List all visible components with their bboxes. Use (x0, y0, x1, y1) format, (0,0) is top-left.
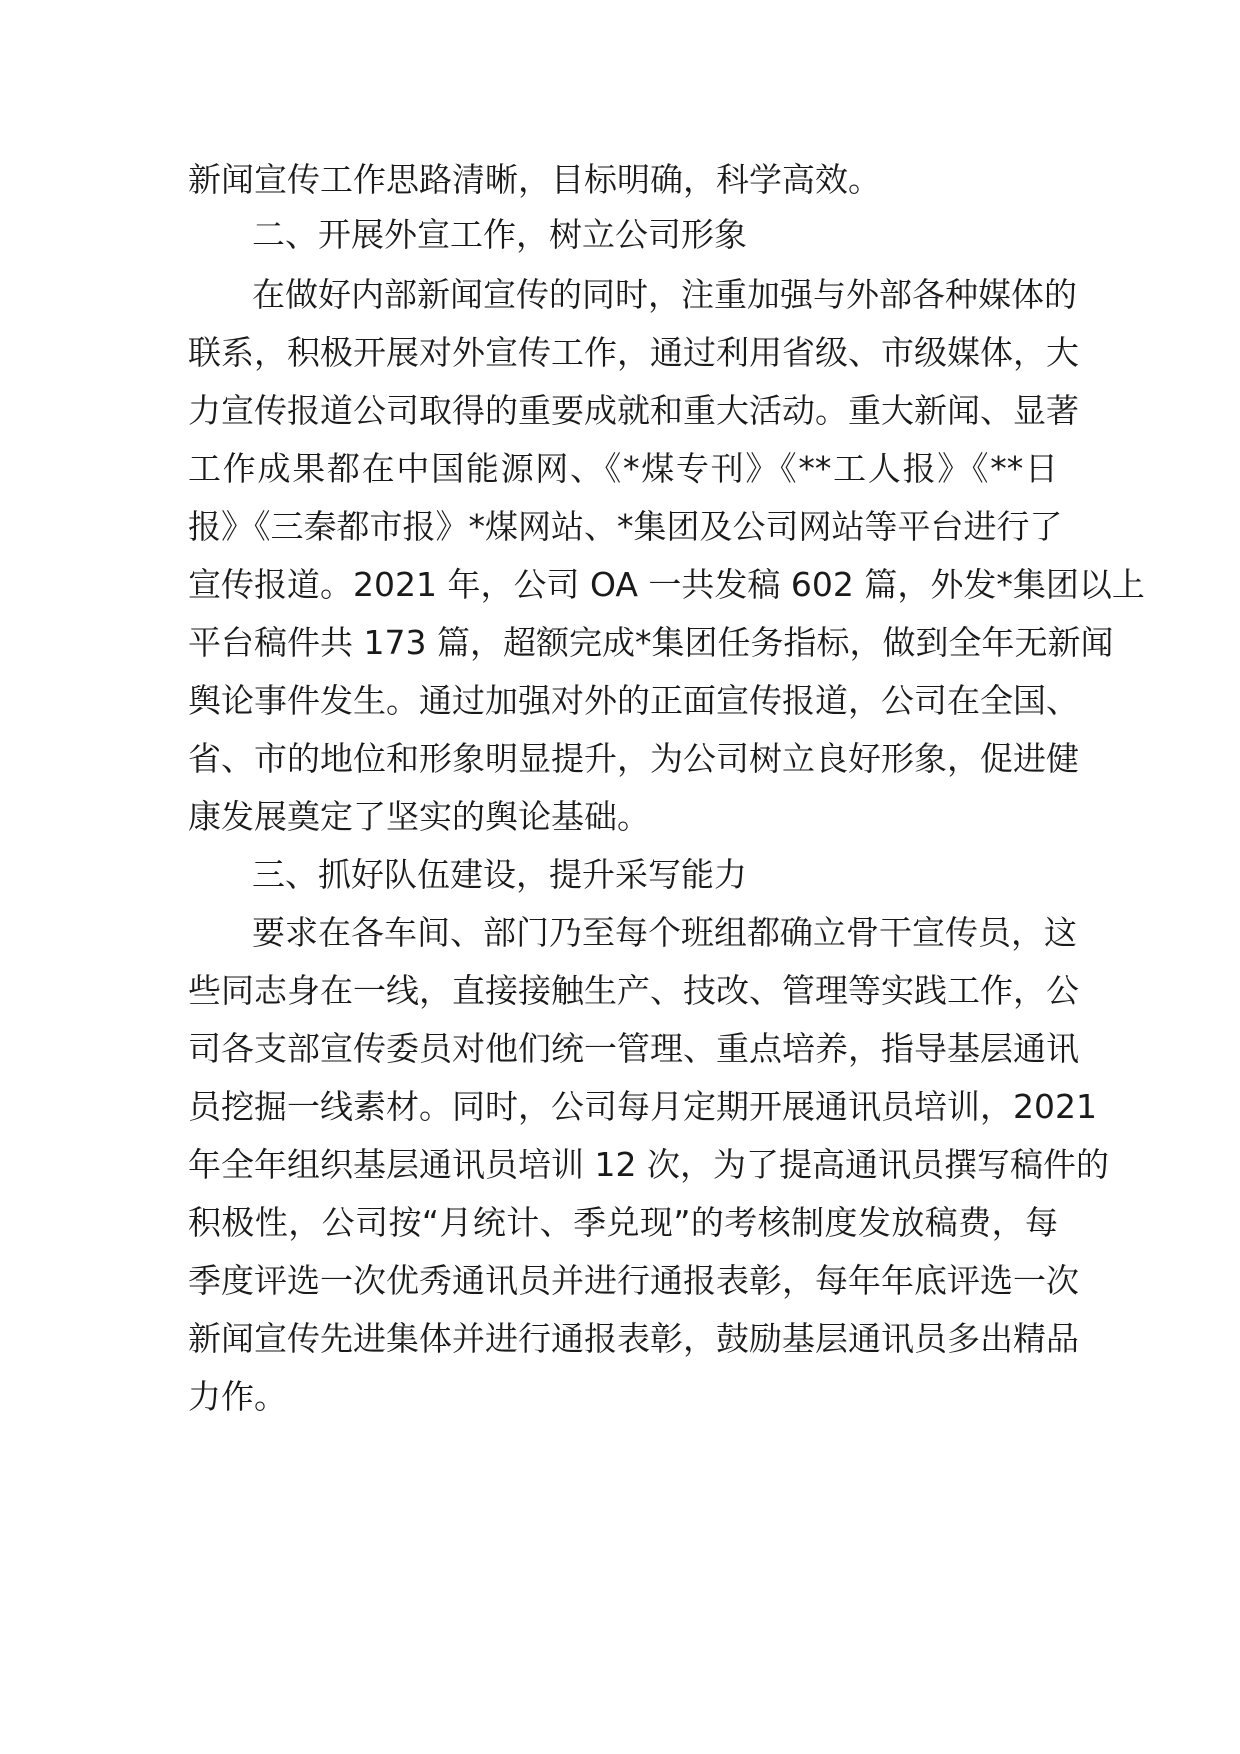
paragraph-line: 员挖掘一线素材。同时，公司每月定期开展通讯员培训，2021 (188, 1087, 1097, 1126)
paragraph-line: 平台稿件共 173 篇，超额完成*集团任务指标，做到全年无新闻 (188, 623, 1114, 662)
paragraph-line: 季度评选一次优秀通讯员并进行通报表彰，每年年底评选一次 (188, 1261, 1079, 1300)
paragraph-line: 新闻宣传先进集体并进行通报表彰，鼓励基层通讯员多出精品 (188, 1319, 1079, 1358)
paragraph-line: 报》《三秦都市报》*煤网站、*集团及公司网站等平台进行了 (188, 507, 1063, 546)
paragraph-line: 工作成果都在中国能源网、《*煤专刊》《**工人报》《**日 (188, 449, 1058, 488)
paragraph-line: 宣传报道。2021 年，公司 OA 一共发稿 602 篇，外发*集团以上 (188, 565, 1145, 604)
paragraph-line: 些同志身在一线，直接接触生产、技改、管理等实践工作，公 (188, 971, 1079, 1010)
paragraph-line: 新闻宣传工作思路清晰，目标明确，科学高效。 (188, 160, 881, 199)
paragraph-line: 积极性，公司按“月统计、季兑现”的考核制度发放稿费，每 (188, 1203, 1058, 1242)
paragraph-line: 在做好内部新闻宣传的同时，注重加强与外部各种媒体的 (252, 275, 1077, 314)
paragraph-line: 力作。 (188, 1377, 287, 1416)
paragraph-line: 司各支部宣传委员对他们统一管理、重点培养，指导基层通讯 (188, 1029, 1079, 1068)
paragraph-line: 舆论事件发生。通过加强对外的正面宣传报道，公司在全国、 (188, 681, 1079, 720)
paragraph-line: 联系，积极开展对外宣传工作，通过利用省级、市级媒体，大 (188, 333, 1079, 372)
paragraph-line: 要求在各车间、部门乃至每个班组都确立骨干宣传员，这 (252, 913, 1077, 952)
paragraph-line: 康发展奠定了坚实的舆论基础。 (188, 797, 650, 836)
paragraph-line: 年全年组织基层通讯员培训 12 次，为了提高通讯员撰写稿件的 (188, 1145, 1109, 1184)
paragraph-line: 省、市的地位和形象明显提升，为公司树立良好形象，促进健 (188, 739, 1079, 778)
section-heading: 三、抓好队伍建设，提升采写能力 (252, 855, 747, 894)
section-heading: 二、开展外宣工作，树立公司形象 (252, 215, 747, 254)
paragraph-line: 力宣传报道公司取得的重要成就和重大活动。重大新闻、显著 (188, 391, 1079, 430)
